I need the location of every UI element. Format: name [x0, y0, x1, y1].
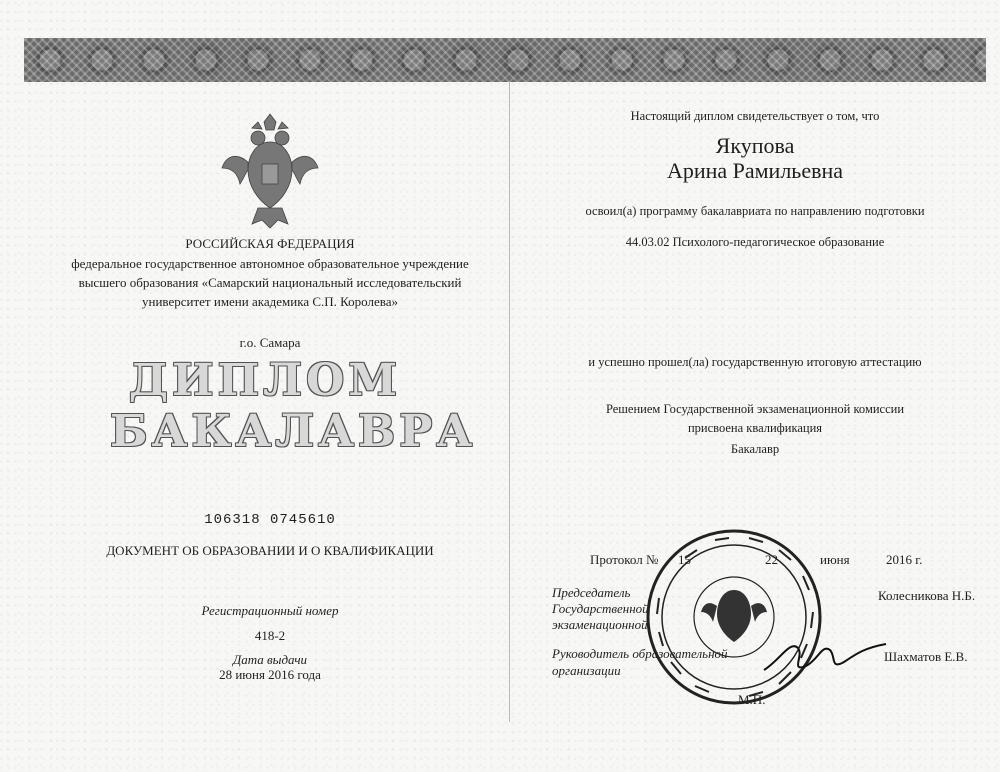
institution-line-2: высшего образования «Самарский национальный исследовательский [78, 275, 462, 290]
protocol-day: 22 [765, 552, 778, 567]
attestation-text: и успешно прошел(ла) государственную итоговую аттестацию [588, 355, 922, 369]
chair-title-line-1: Председатель [552, 585, 631, 600]
institution-line-1: федеральное государственное автономное образовательное учреждение [71, 256, 469, 271]
chair-title-line-3: экзаменационной [552, 617, 648, 632]
decision-line-2: присвоена квалификация [687, 421, 823, 435]
head-name: Шахматов Е.В. [884, 649, 968, 664]
institution-line-3: университет имени академика С.П. Королева» [142, 294, 398, 309]
graduate-surname: Якупова [715, 133, 795, 158]
chair-name: Колесникова Н.Б. [878, 588, 976, 603]
qualification: Бакалавр [730, 442, 780, 456]
diploma-title-line-1: ДИПЛОМ [128, 355, 402, 406]
country-title: РОССИЙСКАЯ ФЕДЕРАЦИЯ [185, 236, 355, 251]
program-intro: освоил(а) программу бакалавриата по направлению подготовки [585, 204, 925, 218]
diploma-title-line-2: БАКАЛАВРА [110, 406, 477, 457]
issue-date-label: Дата выдачи [232, 652, 308, 667]
protocol-label: Протокол № [590, 552, 659, 567]
head-title-line-1: Руководитель образовательной [552, 646, 728, 661]
decision-line-1: Решением Государственной экзаменационной комиссии [605, 402, 905, 416]
coat-of-arms-icon [218, 112, 322, 230]
graduate-given-names: Арина Рамильевна [666, 158, 844, 183]
signature-icon [760, 630, 890, 680]
stamp-place-mark: М.П. [738, 692, 766, 707]
security-band [24, 38, 986, 82]
document-type: ДОКУМЕНТ ОБ ОБРАЗОВАНИИ И О КВАЛИФИКАЦИИ [106, 543, 434, 558]
city: г.о. Самара [239, 335, 301, 350]
issue-date: 28 июня 2016 года [219, 667, 321, 682]
registration-label: Регистрационный номер [201, 603, 339, 618]
page-fold [509, 82, 510, 722]
serial-number: 106318 0745610 [204, 512, 336, 528]
protocol-number: 15 [678, 552, 691, 567]
registration-number: 418-2 [254, 628, 286, 643]
chair-title-line-2: Государственной [552, 601, 649, 616]
program-name: 44.03.02 Психолого-педагогическое образование [625, 235, 885, 249]
protocol-month: июня [820, 552, 850, 567]
head-title-line-2: организации [552, 663, 621, 678]
protocol-year: 2016 г. [886, 552, 923, 567]
intro-text: Настоящий диплом свидетельствует о том, что [630, 109, 880, 123]
